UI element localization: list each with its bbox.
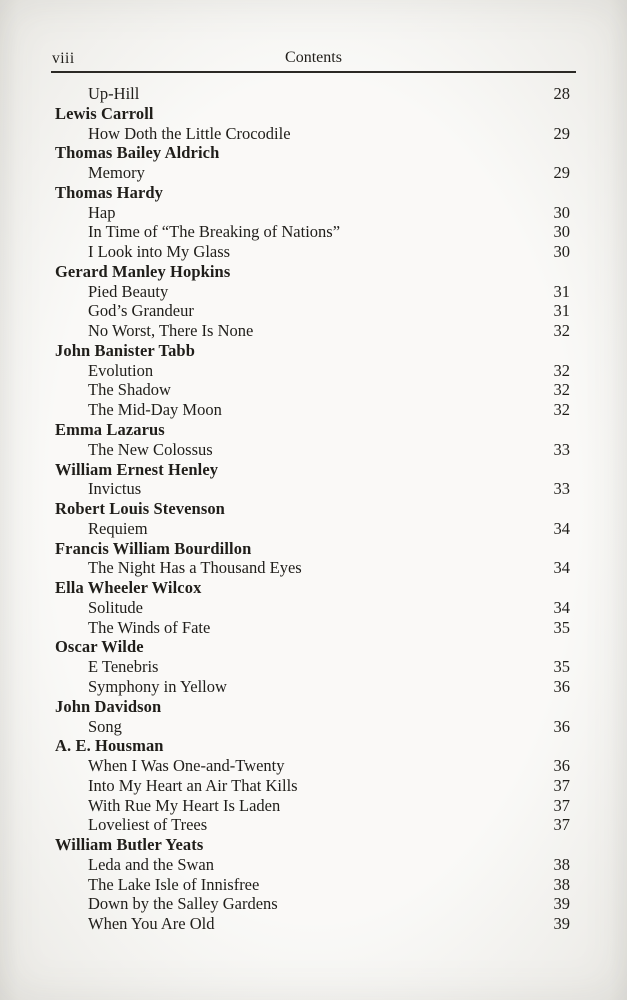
poem-page-number: 37 (553, 775, 570, 795)
toc-poem-row (55, 301, 576, 321)
toc-author-row (55, 499, 576, 519)
poem-page-number: 30 (553, 222, 570, 242)
toc-poem-row (55, 677, 576, 697)
poem-page-number: 39 (553, 914, 570, 934)
poem-title: The Night Has a Thousand Eyes (88, 558, 302, 578)
toc-poem-row (55, 124, 576, 144)
toc-author-row (55, 637, 576, 657)
poem-title: No Worst, There Is None (88, 321, 254, 341)
poem-title: The Shadow (88, 380, 171, 400)
author-name: Lewis Carroll (55, 103, 154, 123)
poem-page-number: 30 (553, 242, 570, 262)
author-name: Oscar Wilde (55, 637, 144, 657)
poem-title: Evolution (88, 360, 154, 380)
poem-title: Pied Beauty (88, 281, 169, 301)
toc-list (55, 84, 576, 934)
author-name: Emma Lazarus (55, 420, 165, 440)
poem-title: Up-Hill (88, 84, 140, 103)
toc-poem-row (55, 163, 576, 183)
poem-title: Requiem (88, 518, 148, 538)
toc-author-row (55, 262, 576, 282)
author-name: Gerard Manley Hopkins (55, 261, 231, 281)
poem-title: The Lake Isle of Innisfree (88, 874, 260, 894)
poem-title: In Time of “The Breaking of Nations” (88, 222, 341, 242)
poem-page-number: 32 (553, 400, 570, 420)
toc-author-row (55, 697, 576, 717)
poem-page-number: 33 (553, 439, 570, 459)
toc-poem-row (55, 222, 576, 242)
toc-author-row (55, 341, 576, 361)
poem-page-number: 32 (553, 380, 570, 400)
toc-author-row (55, 143, 576, 163)
toc-poem-row (55, 84, 576, 104)
toc-poem-row (55, 855, 576, 875)
poem-title: How Doth the Little Crocodile (88, 123, 291, 143)
toc-poem-row (55, 242, 576, 262)
toc-author-row (55, 539, 576, 559)
toc-poem-row (55, 440, 576, 460)
toc-poem-row (55, 321, 576, 341)
page-header (51, 49, 576, 69)
poem-title: Invictus (88, 479, 142, 499)
poem-page-number: 32 (553, 360, 570, 380)
toc-poem-row (55, 558, 576, 578)
poem-page-number: 28 (553, 84, 570, 103)
poem-title: Song (88, 716, 122, 736)
author-name: William Butler Yeats (55, 835, 204, 855)
toc-author-row (55, 420, 576, 440)
toc-poem-row (55, 796, 576, 816)
poem-page-number: 38 (553, 874, 570, 894)
poem-page-number: 36 (553, 676, 570, 696)
toc-poem-row (55, 914, 576, 934)
toc-poem-row (55, 598, 576, 618)
poem-page-number: 39 (553, 894, 570, 914)
poem-page-number: 31 (553, 281, 570, 301)
running-head-title: Contents (285, 49, 342, 66)
author-name: William Ernest Henley (55, 459, 219, 479)
poem-title: When I Was One-and-Twenty (88, 756, 285, 776)
toc-poem-row (55, 776, 576, 796)
poem-page-number: 31 (553, 301, 570, 321)
toc-author-row (55, 460, 576, 480)
toc-poem-row (55, 400, 576, 420)
toc-poem-row (55, 875, 576, 895)
author-name: John Davidson (55, 696, 162, 716)
poem-title: God’s Grandeur (88, 301, 194, 321)
toc-poem-row (55, 361, 576, 381)
author-name: A. E. Housman (55, 736, 164, 756)
toc-poem-row (55, 717, 576, 737)
toc-poem-row (55, 479, 576, 499)
poem-page-number: 29 (553, 123, 570, 143)
toc-poem-row (55, 894, 576, 914)
author-name: Francis William Bourdillon (55, 538, 252, 558)
toc-poem-row (55, 282, 576, 302)
toc-poem-row (55, 756, 576, 776)
poem-title: Hap (88, 202, 116, 222)
poem-title: I Look into My Glass (88, 242, 231, 262)
toc-author-row (55, 736, 576, 756)
header-rule (51, 71, 576, 73)
poem-page-number: 38 (553, 854, 570, 874)
poem-title: The Mid-Day Moon (88, 400, 222, 420)
poem-page-number: 37 (553, 795, 570, 815)
poem-page-number: 34 (553, 597, 570, 617)
toc-poem-row (55, 203, 576, 223)
poem-title: Solitude (88, 597, 144, 617)
toc-poem-row (55, 618, 576, 638)
poem-title: The New Colossus (88, 439, 213, 459)
poem-title: The Winds of Fate (88, 617, 211, 637)
poem-page-number: 29 (553, 163, 570, 183)
poem-page-number: 36 (553, 716, 570, 736)
author-name: Thomas Bailey Aldrich (55, 143, 220, 163)
toc-author-row (55, 578, 576, 598)
poem-title: When You Are Old (88, 914, 215, 934)
poem-title: Loveliest of Trees (88, 815, 208, 835)
poem-page-number: 32 (553, 321, 570, 341)
poem-page-number: 34 (553, 558, 570, 578)
poem-page-number: 35 (553, 617, 570, 637)
poem-title: Down by the Salley Gardens (88, 894, 278, 914)
folio-page-number: viii (52, 50, 75, 67)
poem-title: Symphony in Yellow (88, 676, 227, 696)
toc-author-row (55, 104, 576, 124)
author-name: Ella Wheeler Wilcox (55, 578, 202, 598)
author-name: John Banister Tabb (55, 340, 195, 360)
poem-page-number: 33 (553, 479, 570, 499)
poem-title: Memory (88, 163, 145, 183)
poem-page-number: 35 (553, 657, 570, 677)
toc-poem-row (55, 519, 576, 539)
toc-poem-row (55, 657, 576, 677)
poem-page-number: 30 (553, 202, 570, 222)
poem-page-number: 37 (553, 815, 570, 835)
author-name: Thomas Hardy (55, 182, 164, 202)
poem-title: Leda and the Swan (88, 854, 214, 874)
toc-author-row (55, 835, 576, 855)
poem-title: Into My Heart an Air That Kills (88, 775, 298, 795)
toc-author-row (55, 183, 576, 203)
toc-poem-row (55, 380, 576, 400)
author-name: Robert Louis Stevenson (55, 499, 225, 519)
poem-title: With Rue My Heart Is Laden (88, 795, 281, 815)
poem-page-number: 34 (553, 518, 570, 538)
poem-page-number: 36 (553, 756, 570, 776)
toc-poem-row (55, 815, 576, 835)
poem-title: E Tenebris (88, 657, 159, 677)
